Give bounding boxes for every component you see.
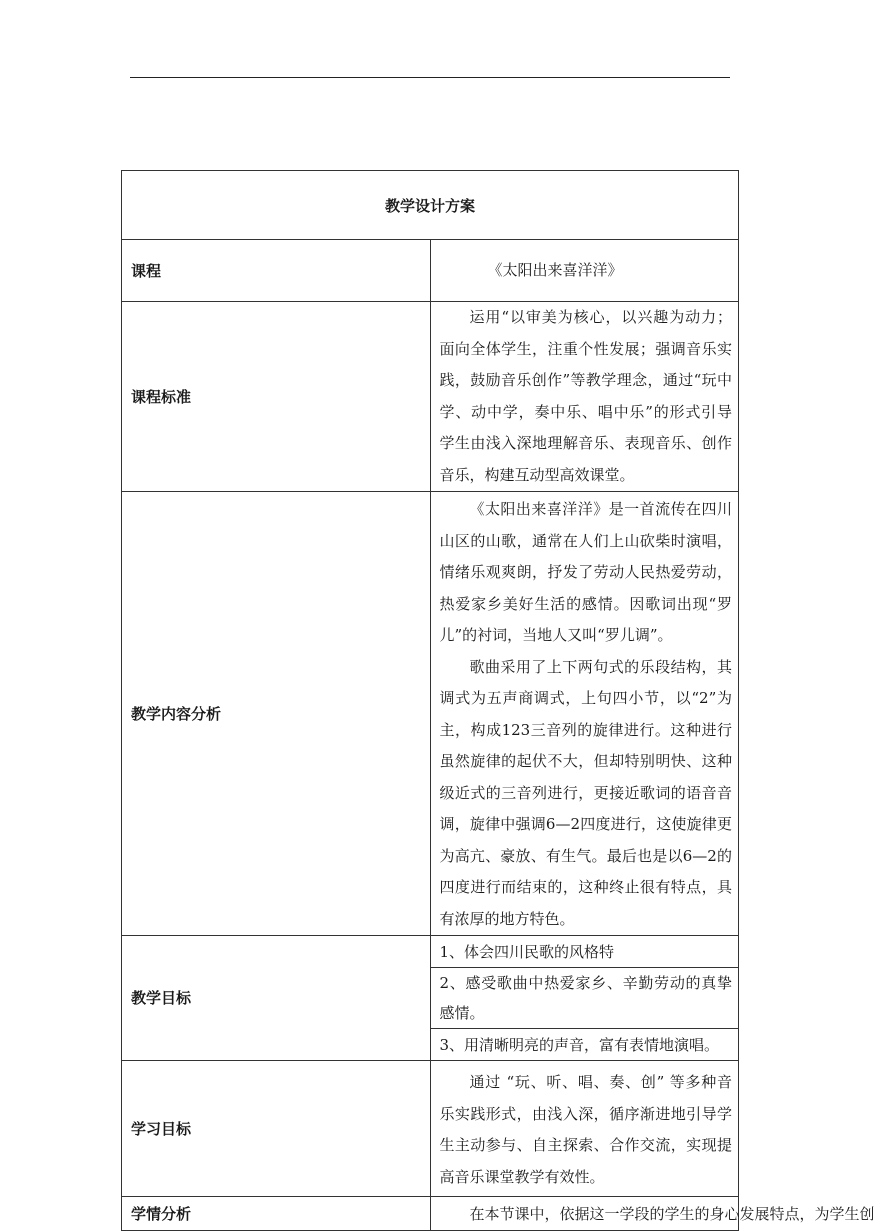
analysis-label: 教学内容分析 (122, 492, 431, 936)
goal-row (122, 936, 739, 968)
situation-label: 学情分析 (122, 1197, 431, 1231)
course-row (122, 240, 739, 302)
learning-row (122, 1061, 739, 1197)
standard-cell (430, 302, 739, 492)
learning-text: 通过 “玩、听、唱、奏、创” 等多种音乐实践形式，由浅入深，循序渐进地引导学生主动参与、自主探索、合作交流，实现提高音乐课堂教学有效性。 (439, 1073, 732, 1186)
course-name: 《太阳出来喜洋洋》 (487, 260, 623, 279)
standard-label: 课程标准 (122, 302, 431, 492)
situation-text: 在本节课中，依据这一学段的学生的身心发展特点，为学生创 (469, 1204, 875, 1223)
course-label: 课程 (122, 240, 431, 302)
standard-row (122, 302, 739, 492)
course-value-cell (430, 240, 739, 302)
learning-label: 学习目标 (122, 1061, 431, 1197)
situation-cell (430, 1197, 875, 1231)
title-row (122, 171, 739, 240)
analysis-paragraph: 《太阳出来喜洋洋》是一首流传在四川山区的山歌，通常在人们上山砍柴时演唱，情绪乐观爽朗，抒发了劳动人民热爱劳动，热爱家乡美好生活的感情。因歌词出现“罗儿”的衬词，当地人又叫“罗儿调”。 (439, 500, 732, 644)
analysis-cell (430, 492, 739, 936)
goal-item: 3、用清晰明亮的声音，富有表情地演唱。 (430, 1029, 739, 1061)
goals-label: 教学目标 (122, 936, 431, 1061)
table-title: 教学设计方案 (122, 171, 739, 240)
goal-item: 2、感受歌曲中热爱家乡、辛勤劳动的真挚感情。 (430, 968, 739, 1029)
goal-item: 1、体会四川民歌的风格特 (430, 936, 739, 968)
learning-cell (430, 1061, 739, 1197)
analysis-row (122, 492, 739, 936)
standard-text: 运用“以审美为核心，以兴趣为动力；面向全体学生，注重个性发展；强调音乐实践，鼓励音乐创作”等教学理念，通过“玩中学、动中学，奏中乐、唱中乐”的形式引导学生由浅入深地理解音乐、表现音乐、创作音乐，构建互动型高效课堂。 (439, 308, 732, 484)
header-rule (130, 77, 730, 78)
lesson-plan-table (121, 170, 875, 1231)
situation-row (122, 1197, 739, 1231)
analysis-paragraph: 歌曲采用了上下两句式的乐段结构，其调式为五声商调式，上句四小节，以“2”为主，构成123三音列的旋律进行。这种进行虽然旋律的起伏不大，但却特别明快、这种级近式的三音列进行，更接近歌词的语音音调，旋律中强调6—2四度进行，这使旋律更为高亢、豪放、有生气。最后也是以6—2的四度进行而结束的，这种终止很有特点，具有浓厚的地方特色。 (439, 657, 732, 928)
